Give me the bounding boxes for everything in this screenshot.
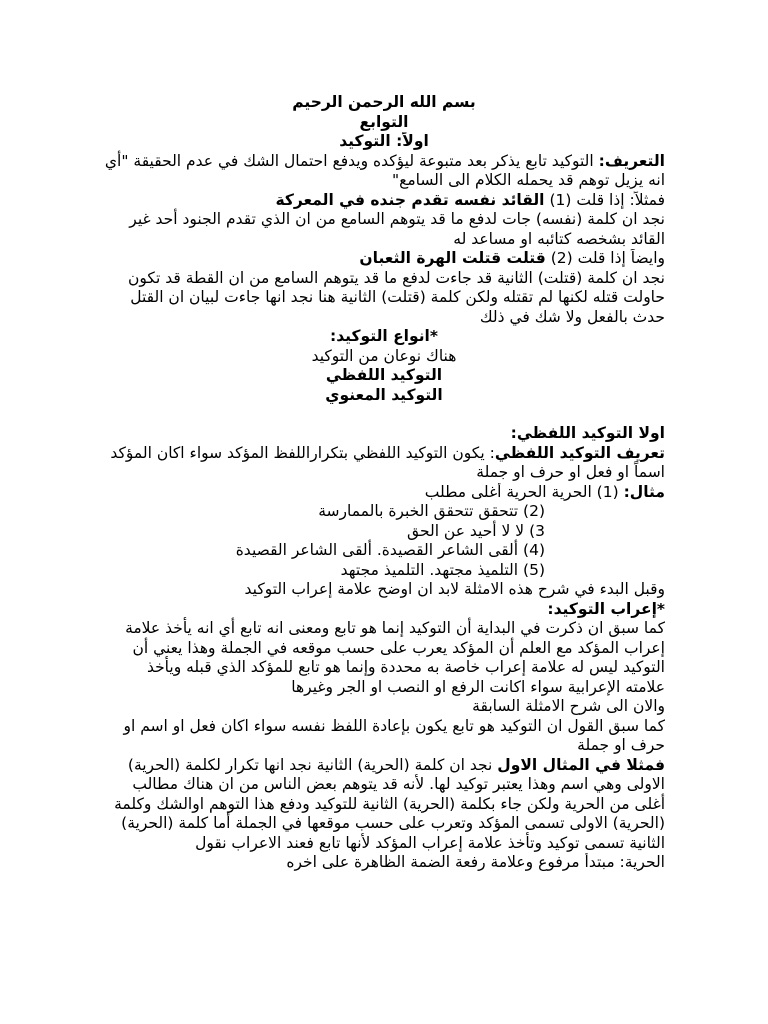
definition-text: التوكيد تابع يذكر بعد متبوعة ليؤكده ويدفع احتمال الشك في عدم الحقيقة "أي انه يزيل توهم قد يحمله الكلام الى السامع": [104, 151, 665, 189]
example-2-line: [103, 249, 665, 269]
irab-body: كما سبق ان ذكرت في البداية أن التوكيد إنما هو تابع ومعنى انه تابع أي انه يأخذ علامة إعراب المؤكد مع العلم أن المؤكد يعرب على حسب موقعه في الجملة وهذا يعني أن التوكيد ليس له علامة إعراب خاصة به محددة وإنما هو تابع للمؤكد الذي قبله ويأخذ علامته الإعرابية سواء اكانت الرفع او النصب او الجر وغيرها: [125, 619, 665, 696]
section-heading: اولاً: التوكيد: [339, 132, 429, 150]
types-heading: *انواع التوكيد:: [330, 327, 438, 345]
irab-recap: كما سبق القول ان التوكيد هو تابع يكون بإعادة اللفظ نفسه سواء اكان فعل او اسم او حرف او جملة: [123, 716, 665, 754]
types-subheading: هناك نوعان من التوكيد: [311, 346, 457, 365]
lafzi-definition-label: تعريف التوكيد اللفظي: [494, 443, 665, 462]
example-item-5: (5) التلميذ مجتهد. التلميذ مجتهد: [340, 560, 545, 579]
example-2-prefix: وايضاً إذا قلت (2): [545, 249, 665, 267]
example-2-sentence: قتلت قتلت الهرة الثعبان: [359, 249, 546, 267]
analysis-label: فمثلا في المثال الاول: [497, 755, 665, 774]
example-item-1: (1) الحرية الحرية أغلى مطلب: [424, 482, 624, 501]
irab-transition: والان الى شرح الامثلة السابقة: [472, 697, 665, 715]
analysis-paragraph: [103, 756, 665, 854]
example-list-first: [103, 483, 665, 503]
example-item-2: (2) تتحقق تتحقق الخبرة بالممارسة: [318, 502, 545, 520]
example-item-4: (4) ألقى الشاعر القصيدة. ألقى الشاعر القصيدة: [235, 541, 545, 559]
definition-label: التعريف:: [598, 151, 665, 170]
lafzi-definition-text: : يكون التوكيد اللفظي بتكراراللفظ المؤكد سواء اكان المؤكد اسماً او فعل او حرف او جملة: [110, 443, 665, 481]
example-1-explanation: نجد ان كلمة (نفسه) جات لدفع ما قد يتوهم السامع من ان الذي تقدم الجنود أحد غير القائد بشخصه كتائبه او مساعد له: [129, 210, 665, 248]
type-manawi: التوكيد المعنوي: [325, 385, 443, 404]
basmala: بسم الله الرحمن الرحيم: [292, 93, 476, 111]
example-1-line: [103, 191, 665, 211]
type-lafzi: التوكيد اللفظي: [325, 366, 443, 384]
example-2-explanation: نجد ان كلمة (قتلت) الثانية قد جاءت لدفع ما قد يتوهم السامع من ان القطة قد تكون حاولت قتله لكنها لم تقتله ولكن كلمة (قتلت) الثانية هنا نجد انها جاءت لبيان ان القتل حدث بالفعل ولا شك في ذلك: [128, 268, 665, 326]
analysis-last-line: الحرية: مبتدأ مرفوع وعلامة رفعة الضمة الظاهرة على اخره: [286, 853, 665, 871]
lafzi-definition: [103, 444, 665, 483]
lafzi-heading: اولا التوكيد اللفظي:: [510, 424, 665, 442]
example-item-3: 3) لا لا أحيد عن الحق: [407, 521, 545, 540]
example-1-sentence: القائد نفسه تقدم جنده في المعركة: [275, 190, 545, 209]
irab-heading: *إعراب التوكيد:: [547, 599, 665, 618]
example-label: مثال:: [623, 482, 665, 501]
document-title: التوابع: [359, 112, 409, 131]
definition-paragraph: [103, 152, 665, 191]
analysis-text: نجد ان كلمة (الحرية) الثانية نجد انها تكرار لكلمة (الحرية) الاولى وهي اسم وهذا يعتبر توكيد لها. لأنه قد يتوهم بعض الناس من ان هناك مطالب أغلى من الحرية ولكن جاء بكلمة (الحرية) الثانية للتوكيد ودفع هذا التوهم اوالشك وكلمة (الحرية) الاولى تسمى المؤكد وتعرب على حسب موقعها في الجملة أما كلمة (الحرية) الثانية تسمى توكيد وتأخذ علامة إعراب المؤكد لأنها تابع فعند الاعراب نقول: [114, 755, 665, 852]
example-1-prefix: فمثلاً: إذا قلت (1): [544, 190, 665, 209]
examples-closing: وقبل البدء في شرح هذه الامثلة لابد ان اوضح علامة إعراب التوكيد: [244, 580, 665, 598]
